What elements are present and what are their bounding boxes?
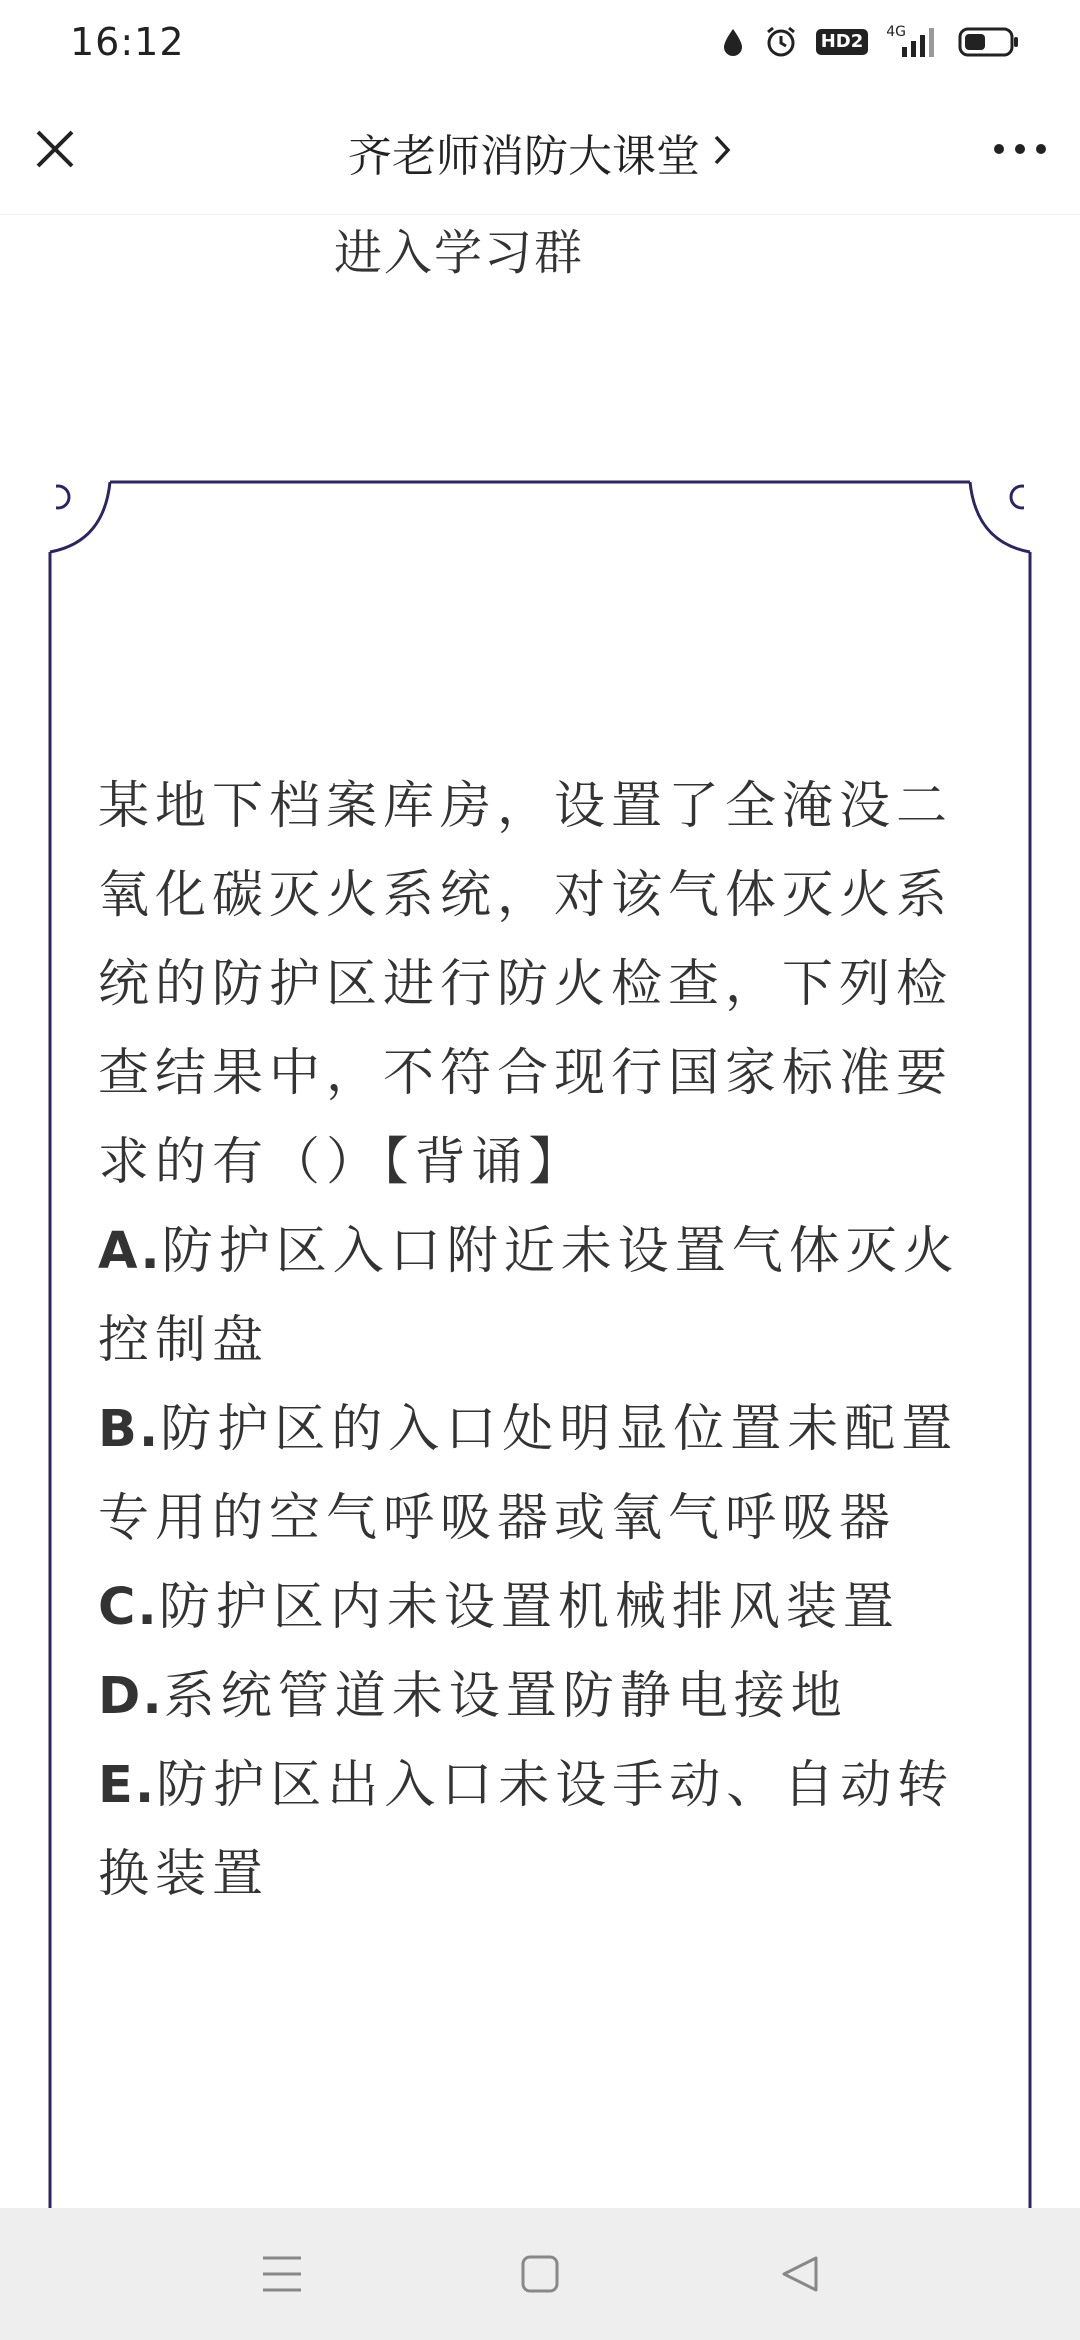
- system-navigation-bar: [0, 2208, 1080, 2340]
- network-label: 4G: [886, 24, 906, 40]
- option-c: [98, 1563, 988, 1652]
- nav-title-button[interactable]: [0, 120, 1080, 184]
- option-letter: D.: [98, 1667, 164, 1726]
- back-icon[interactable]: [772, 2246, 828, 2302]
- option-text: 防护区入口附近未设置气体灭火控制盘: [98, 1222, 960, 1370]
- status-time: 16:12: [70, 20, 185, 64]
- question-stem: 某地下档案库房，设置了全淹没二氧化碳灭火系统，对该气体灭火系统的防护区进行防火检查，下列检查结果中，不符合现行国家标准要求的有（）【背诵】: [98, 777, 954, 1192]
- page-title: 齐老师消防大课堂: [348, 131, 700, 182]
- alarm-icon: [764, 25, 798, 59]
- option-letter: B.: [98, 1400, 161, 1459]
- nav-bar: [0, 84, 1080, 215]
- option-text: 防护区的入口处明显位置未配置专用的空气呼吸器或氧气呼吸器: [98, 1400, 959, 1548]
- option-d: [98, 1652, 988, 1741]
- status-bar: [0, 0, 1080, 84]
- option-letter: A.: [98, 1222, 162, 1281]
- question-body: [98, 762, 988, 1919]
- battery-icon: [958, 26, 1020, 58]
- hd-badge-icon: HD2: [816, 29, 869, 55]
- option-a: [98, 1207, 988, 1385]
- menu-icon[interactable]: [254, 2246, 310, 2302]
- option-letter: C.: [98, 1578, 159, 1637]
- option-text: 防护区出入口未设手动、自动转换装置: [98, 1756, 955, 1904]
- water-drop-icon: [720, 26, 746, 58]
- signal-icon: [886, 25, 940, 59]
- join-group-link[interactable]: 进入学习群: [334, 225, 585, 281]
- status-icons: [720, 22, 1020, 62]
- option-letter: E.: [98, 1756, 157, 1815]
- option-e: [98, 1741, 988, 1919]
- option-b: [98, 1385, 988, 1563]
- option-text: 系统管道未设置防静电接地: [163, 1667, 848, 1726]
- chevron-right-icon: [712, 133, 732, 171]
- home-icon[interactable]: [512, 2246, 568, 2302]
- more-icon[interactable]: [990, 134, 1050, 164]
- option-text: 防护区内未设置机械排风装置: [158, 1578, 900, 1637]
